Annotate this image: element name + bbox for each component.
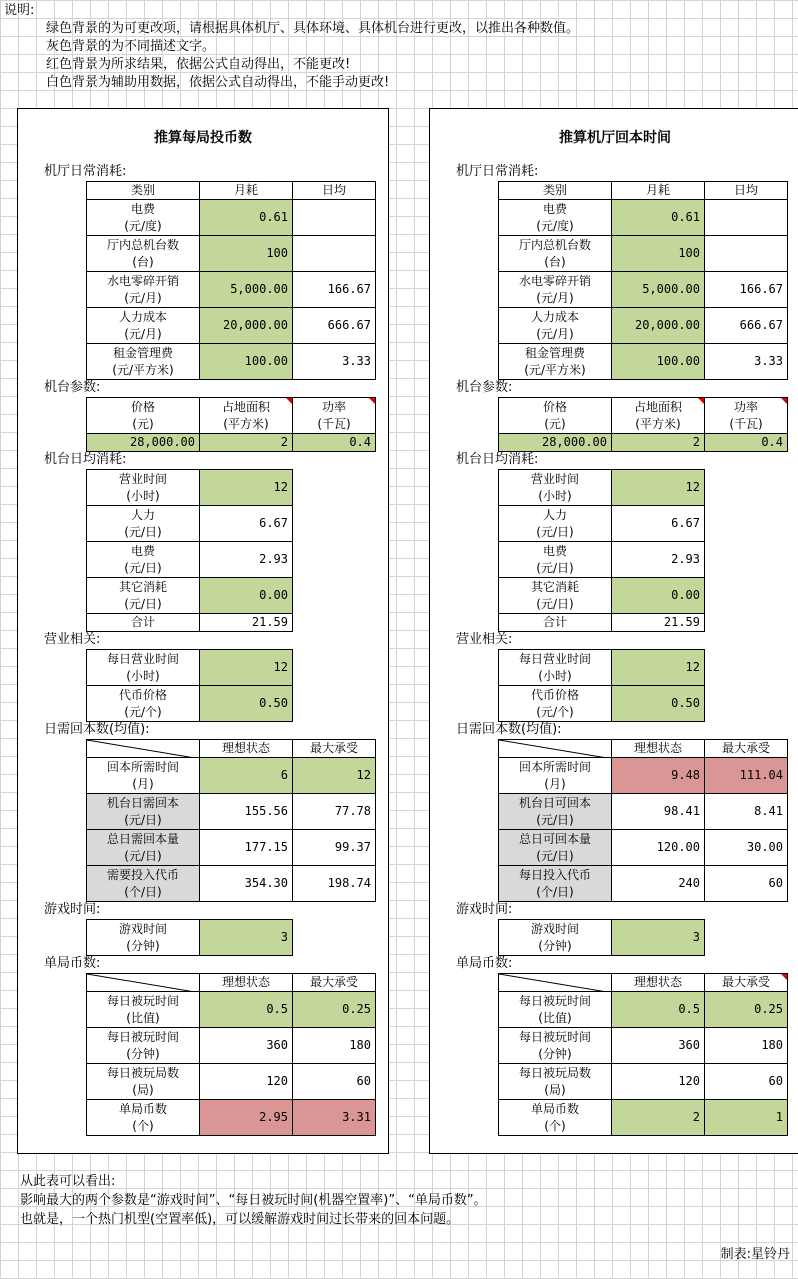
- coins-row-max: 180: [292, 1027, 376, 1064]
- return-header-corner: [86, 739, 200, 758]
- hall-row-daily: 3.33: [704, 343, 788, 380]
- daily-row-label: 电费 (元/日): [498, 541, 612, 578]
- coins-row-ideal: 360: [611, 1027, 705, 1064]
- hall-row-daily: [292, 199, 376, 236]
- hall-row-daily: 166.67: [704, 271, 788, 308]
- hall-row-label: 租金管理费 (元/平方米): [498, 343, 612, 380]
- hall-row-monthly[interactable]: 5,000.00: [199, 271, 293, 308]
- hall-row-monthly[interactable]: 100: [611, 235, 705, 272]
- daily-total-value: 21.59: [199, 613, 293, 632]
- daily-row-value[interactable]: 12: [611, 469, 705, 506]
- return-header-max: 最大承受: [292, 739, 376, 758]
- daily-total-label: 合计: [498, 613, 612, 632]
- return-row-max: 77.78: [292, 793, 376, 830]
- return-row-max: 198.74: [292, 865, 376, 902]
- daily-row-value: 6.67: [611, 505, 705, 542]
- game-time-label: 游戏时间 (分钟): [86, 919, 200, 956]
- return-row-label: 总日可回本量 (元/日): [498, 829, 612, 866]
- hall-row-monthly[interactable]: 5,000.00: [611, 271, 705, 308]
- machine-price-value[interactable]: 28,000.00: [86, 433, 200, 452]
- return-row-label: 机台日需回本 (元/日): [86, 793, 200, 830]
- coins-row-label: 单局币数 (个): [86, 1099, 200, 1136]
- coins-header-corner: [86, 973, 200, 992]
- section-game-time: 游戏时间:: [44, 902, 101, 917]
- hall-row-monthly[interactable]: 20,000.00: [611, 307, 705, 344]
- return-row-ideal[interactable]: 6: [199, 757, 293, 794]
- daily-row-value: 6.67: [199, 505, 293, 542]
- hall-row-label: 租金管理费 (元/平方米): [86, 343, 200, 380]
- daily-row-value[interactable]: 0.00: [199, 577, 293, 614]
- business-row-label: 每日营业时间 (小时): [498, 649, 612, 686]
- panel-title: 推算机厅回本时间: [559, 130, 671, 146]
- hall-row-label: 水电零碎开销 (元/月): [86, 271, 200, 308]
- coins-header-max: 最大承受: [704, 973, 788, 992]
- hall-row-monthly[interactable]: 100: [199, 235, 293, 272]
- hall-header-category: 类别: [498, 181, 612, 200]
- return-row-label: 回本所需时间 (月): [498, 757, 612, 794]
- hall-header-daily: 日均: [704, 181, 788, 200]
- hall-row-daily: [704, 235, 788, 272]
- coins-row-max: 180: [704, 1027, 788, 1064]
- coins-row-ideal: 2.95: [199, 1099, 293, 1136]
- daily-row-label: 人力 (元/日): [86, 505, 200, 542]
- coins-row-ideal[interactable]: 0.5: [611, 991, 705, 1028]
- section-machine-params: 机台参数:: [44, 380, 101, 395]
- coins-row-label: 每日被玩时间 (比值): [498, 991, 612, 1028]
- coins-row-label: 每日被玩时间 (分钟): [498, 1027, 612, 1064]
- game-time-label: 游戏时间 (分钟): [498, 919, 612, 956]
- daily-row-label: 其它消耗 (元/日): [86, 577, 200, 614]
- coins-row-ideal[interactable]: 0.5: [199, 991, 293, 1028]
- machine-header-area: 占地面积 (平方米): [611, 397, 705, 434]
- author: 制表:星铃丹: [720, 1247, 790, 1262]
- business-row-label: 代币价格 (元/个): [498, 685, 612, 722]
- coins-header-max: 最大承受: [292, 973, 376, 992]
- note-helper: 白色背景为辅助用数据，依据公式自动得出，不能手动更改!: [46, 75, 390, 90]
- conclusion-line: 从此表可以看出:: [20, 1174, 116, 1189]
- return-row-max: 8.41: [704, 793, 788, 830]
- hall-row-label: 电费 (元/度): [86, 199, 200, 236]
- hall-row-daily: 3.33: [292, 343, 376, 380]
- machine-header-price: 价格 (元): [86, 397, 200, 434]
- hall-row-monthly[interactable]: 0.61: [199, 199, 293, 236]
- business-row-label: 代币价格 (元/个): [86, 685, 200, 722]
- return-row-max: 30.00: [704, 829, 788, 866]
- machine-area-value[interactable]: 2: [611, 433, 705, 452]
- section-machine-params: 机台参数:: [456, 380, 513, 395]
- daily-row-value: 2.93: [611, 541, 705, 578]
- hall-row-monthly[interactable]: 100.00: [199, 343, 293, 380]
- section-machine-daily: 机台日均消耗:: [44, 452, 127, 467]
- daily-row-value[interactable]: 0.00: [611, 577, 705, 614]
- hall-row-label: 厅内总机台数 (台): [498, 235, 612, 272]
- conclusion: [20, 1172, 487, 1229]
- return-row-label: 需要投入代币 (个/日): [86, 865, 200, 902]
- return-header-max: 最大承受: [704, 739, 788, 758]
- daily-row-label: 营业时间 (小时): [86, 469, 200, 506]
- coins-row-label: 每日被玩局数 (局): [86, 1063, 200, 1100]
- machine-price-value[interactable]: 28,000.00: [498, 433, 612, 452]
- note-description: 灰色背景的为不同描述文字。: [46, 39, 216, 54]
- section-machine-daily: 机台日均消耗:: [456, 452, 539, 467]
- coins-row-max: 60: [292, 1063, 376, 1100]
- machine-header-power: 功率 (千瓦): [292, 397, 376, 434]
- return-row-max: 99.37: [292, 829, 376, 866]
- machine-power-value[interactable]: 0.4: [704, 433, 788, 452]
- coins-row-ideal: 120: [199, 1063, 293, 1100]
- return-row-ideal: 9.48: [611, 757, 705, 794]
- section-game-time: 游戏时间:: [456, 902, 513, 917]
- section-hall-consumption: 机厅日常消耗:: [44, 164, 127, 179]
- business-row-value[interactable]: 0.50: [611, 685, 705, 722]
- business-row-value[interactable]: 0.50: [199, 685, 293, 722]
- note-result: 红色背景为所求结果，依据公式自动得出，不能更改!: [46, 57, 351, 72]
- hall-row-label: 厅内总机台数 (台): [86, 235, 200, 272]
- machine-header-price: 价格 (元): [498, 397, 612, 434]
- section-daily-return: 日需回本数(均值):: [456, 722, 562, 737]
- return-row-ideal: 120.00: [611, 829, 705, 866]
- coins-row-label: 每日被玩局数 (局): [498, 1063, 612, 1100]
- hall-row-monthly[interactable]: 100.00: [611, 343, 705, 380]
- business-row-label: 每日营业时间 (小时): [86, 649, 200, 686]
- return-row-ideal: 240: [611, 865, 705, 902]
- machine-power-value[interactable]: 0.4: [292, 433, 376, 452]
- section-business: 营业相关:: [44, 632, 101, 647]
- hall-row-daily: 666.67: [292, 307, 376, 344]
- return-row-max[interactable]: 12: [292, 757, 376, 794]
- hall-row-label: 电费 (元/度): [498, 199, 612, 236]
- coins-row-ideal: 120: [611, 1063, 705, 1100]
- return-row-ideal: 98.41: [611, 793, 705, 830]
- machine-header-area: 占地面积 (平方米): [199, 397, 293, 434]
- daily-row-value: 2.93: [199, 541, 293, 578]
- hall-row-daily: [704, 199, 788, 236]
- coins-row-label: 每日被玩时间 (分钟): [86, 1027, 200, 1064]
- panel-coins-per-game: [17, 108, 389, 1154]
- coins-row-max[interactable]: 1: [704, 1099, 788, 1136]
- daily-row-value[interactable]: 12: [199, 469, 293, 506]
- coins-header-ideal: 理想状态: [199, 973, 293, 992]
- daily-row-label: 电费 (元/日): [86, 541, 200, 578]
- machine-header-power: 功率 (千瓦): [704, 397, 788, 434]
- return-header-corner: [498, 739, 612, 758]
- hall-header-monthly: 月耗: [199, 181, 293, 200]
- section-business: 营业相关:: [456, 632, 513, 647]
- return-row-max: 60: [704, 865, 788, 902]
- return-row-ideal: 155.56: [199, 793, 293, 830]
- return-row-ideal: 177.15: [199, 829, 293, 866]
- conclusion-line: 也就是，一个热门机型(空置率低)，可以缓解游戏时间过长带来的回本问题。: [20, 1212, 460, 1227]
- hall-header-category: 类别: [86, 181, 200, 200]
- coins-row-max[interactable]: 0.25: [292, 991, 376, 1028]
- return-header-ideal: 理想状态: [611, 739, 705, 758]
- business-row-value[interactable]: 12: [611, 649, 705, 686]
- game-time-value[interactable]: 3: [611, 919, 705, 956]
- coins-row-ideal[interactable]: 2: [611, 1099, 705, 1136]
- return-row-label: 回本所需时间 (月): [86, 757, 200, 794]
- return-row-label: 总日需回本量 (元/日): [86, 829, 200, 866]
- section-coins-per-game: 单局币数:: [44, 956, 101, 971]
- hall-row-daily: 166.67: [292, 271, 376, 308]
- machine-area-value[interactable]: 2: [199, 433, 293, 452]
- hall-row-daily: 666.67: [704, 307, 788, 344]
- section-hall-consumption: 机厅日常消耗:: [456, 164, 539, 179]
- daily-total-label: 合计: [86, 613, 200, 632]
- coins-row-label: 单局币数 (个): [498, 1099, 612, 1136]
- hall-row-label: 人力成本 (元/月): [86, 307, 200, 344]
- hall-header-monthly: 月耗: [611, 181, 705, 200]
- daily-total-value: 21.59: [611, 613, 705, 632]
- panel-title: 推算每局投币数: [154, 130, 252, 146]
- daily-row-label: 营业时间 (小时): [498, 469, 612, 506]
- hall-row-monthly[interactable]: 0.61: [611, 199, 705, 236]
- return-row-label: 每日投入代币 (个/日): [498, 865, 612, 902]
- conclusion-line: 影响最大的两个参数是“游戏时间”、“每日被玩时间(机器空置率)”、“单局币数”。: [20, 1193, 487, 1208]
- return-row-max: 111.04: [704, 757, 788, 794]
- section-daily-return: 日需回本数(均值):: [44, 722, 150, 737]
- daily-row-label: 人力 (元/日): [498, 505, 612, 542]
- coins-row-max: 60: [704, 1063, 788, 1100]
- coins-header-ideal: 理想状态: [611, 973, 705, 992]
- panel-payback-time: [429, 108, 798, 1154]
- coins-header-corner: [498, 973, 612, 992]
- hall-header-daily: 日均: [292, 181, 376, 200]
- game-time-value[interactable]: 3: [199, 919, 293, 956]
- hall-row-monthly[interactable]: 20,000.00: [199, 307, 293, 344]
- hall-row-label: 人力成本 (元/月): [498, 307, 612, 344]
- coins-row-label: 每日被玩时间 (比值): [86, 991, 200, 1028]
- return-row-label: 机台日可回本 (元/日): [498, 793, 612, 830]
- notes: [4, 2, 579, 92]
- coins-row-max[interactable]: 0.25: [704, 991, 788, 1028]
- return-header-ideal: 理想状态: [199, 739, 293, 758]
- notes-heading: 说明:: [4, 3, 35, 18]
- coins-row-max: 3.31: [292, 1099, 376, 1136]
- section-coins-per-game: 单局币数:: [456, 956, 513, 971]
- note-editable: 绿色背景的为可更改项，请根据具体机厅、具体环境、具体机台进行更改，以推出各种数值。: [46, 21, 580, 36]
- hall-row-label: 水电零碎开销 (元/月): [498, 271, 612, 308]
- return-row-ideal: 354.30: [199, 865, 293, 902]
- coins-row-ideal: 360: [199, 1027, 293, 1064]
- daily-row-label: 其它消耗 (元/日): [498, 577, 612, 614]
- business-row-value[interactable]: 12: [199, 649, 293, 686]
- hall-row-daily: [292, 235, 376, 272]
